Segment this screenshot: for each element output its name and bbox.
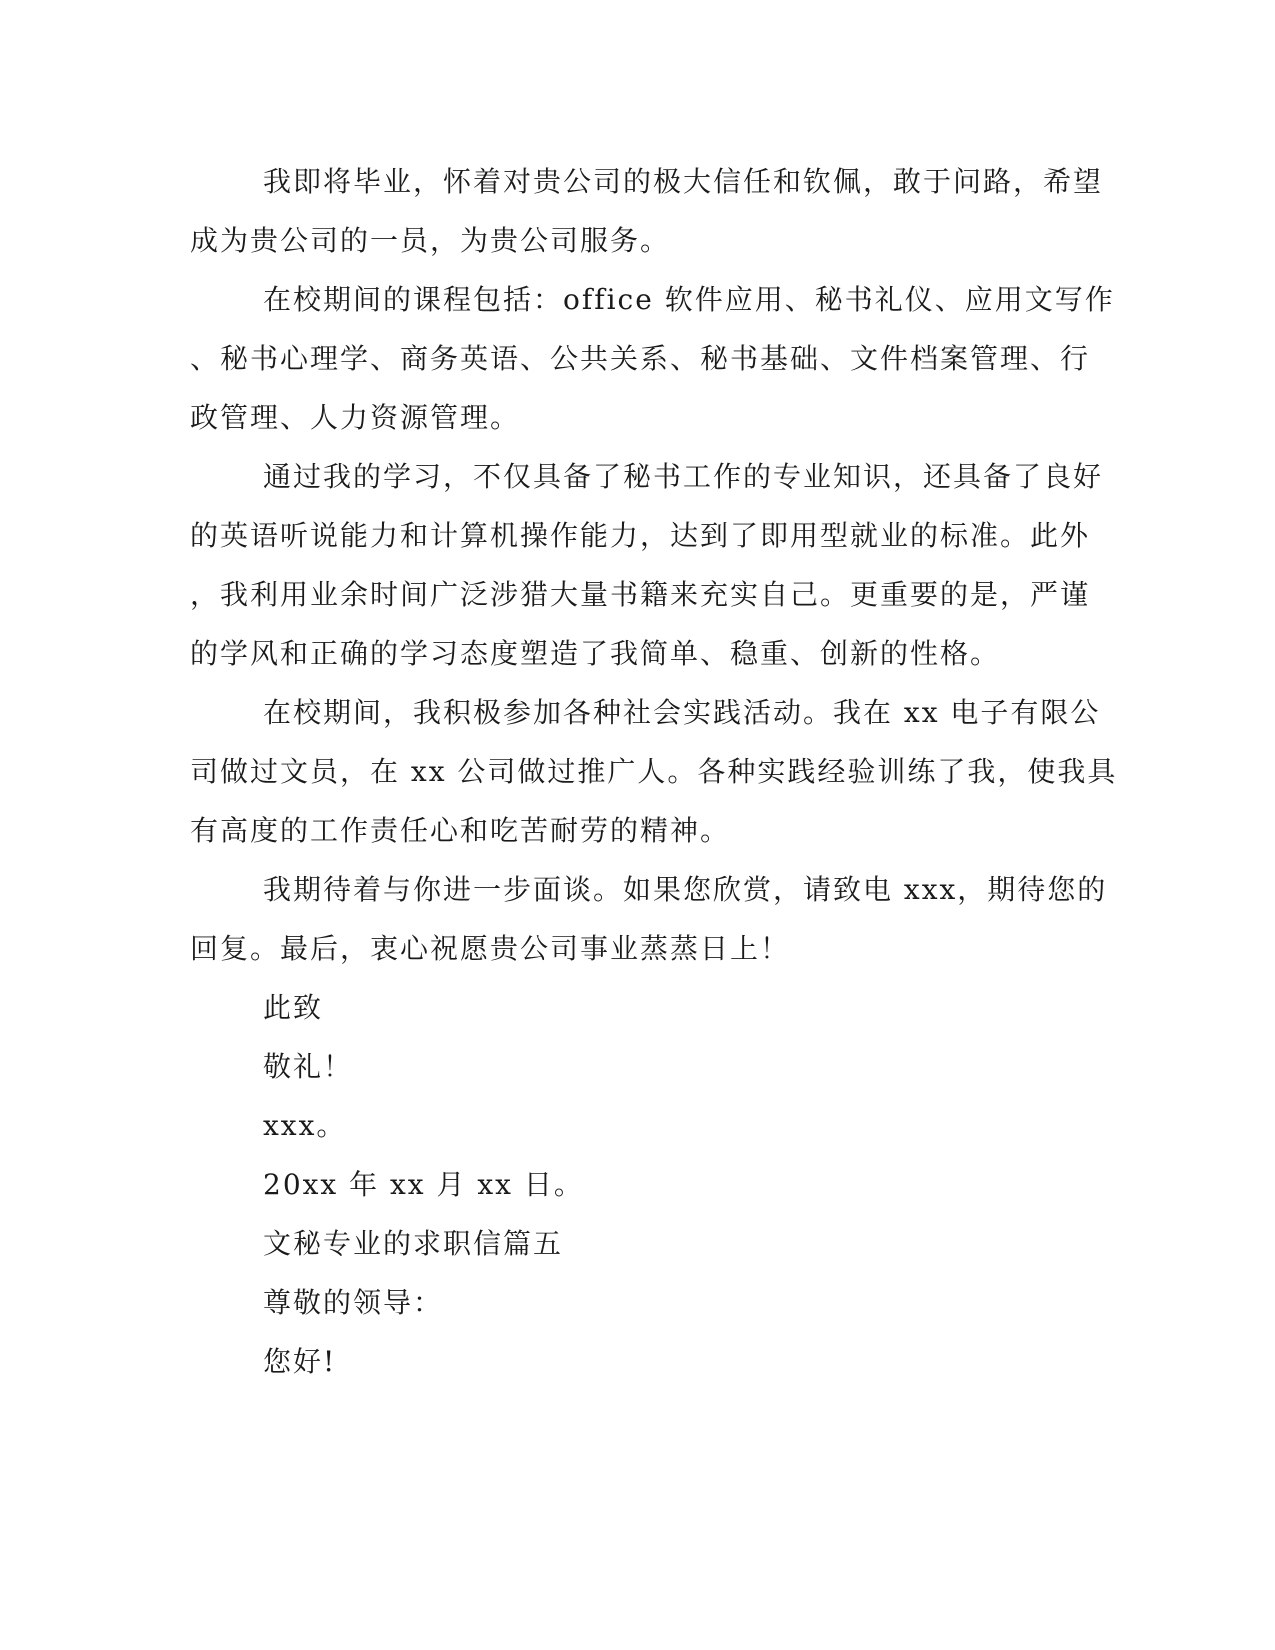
paragraph-line: 、秘书心理学、商务英语、公共关系、秘书基础、文件档案管理、行 (190, 342, 1091, 375)
letter-date: 20xx 年 xx 月 xx 日。 (263, 1168, 584, 1201)
closing-salute: 敬礼！ (263, 1050, 354, 1083)
paragraph-line: 的学风和正确的学习态度塑造了我简单、稳重、创新的性格。 (190, 637, 1001, 670)
greeting: 您好! (263, 1345, 337, 1378)
paragraph-line: 回复。最后，衷心祝愿贵公司事业蒸蒸日上！ (190, 932, 791, 965)
section-heading: 文秘专业的求职信篇五 (263, 1227, 564, 1260)
paragraph-line: 有高度的工作责任心和吃苦耐劳的精神。 (190, 814, 731, 847)
paragraph-line: 我期待着与你进一步面谈。如果您欣赏，请致电 xxx，期待您的 (263, 873, 1108, 906)
paragraph-line: 在校期间的课程包括：office 软件应用、秘书礼仪、应用文写作 (263, 283, 1115, 316)
paragraph-line: 我即将毕业，怀着对贵公司的极大信任和钦佩，敢于问路，希望 (263, 165, 1104, 198)
paragraph-line: 在校期间，我积极参加各种社会实践活动。我在 xx 电子有限公 (263, 696, 1101, 729)
paragraph-line: 政管理、人力资源管理。 (190, 401, 521, 434)
paragraph-line: 成为贵公司的一员，为贵公司服务。 (190, 224, 671, 257)
paragraph-line: ，我利用业余时间广泛涉猎大量书籍来充实自己。更重要的是，严谨 (190, 578, 1091, 611)
salutation: 尊敬的领导： (263, 1286, 444, 1319)
signature-name: xxx。 (263, 1109, 347, 1142)
paragraph-line: 通过我的学习，不仅具备了秘书工作的专业知识，还具备了良好 (263, 460, 1104, 493)
paragraph-line: 的英语听说能力和计算机操作能力，达到了即用型就业的标准。此外 (190, 519, 1091, 552)
closing-line: 此致 (263, 991, 324, 1024)
paragraph-line: 司做过文员，在 xx 公司做过推广人。各种实践经验训练了我，使我具 (190, 755, 1118, 788)
